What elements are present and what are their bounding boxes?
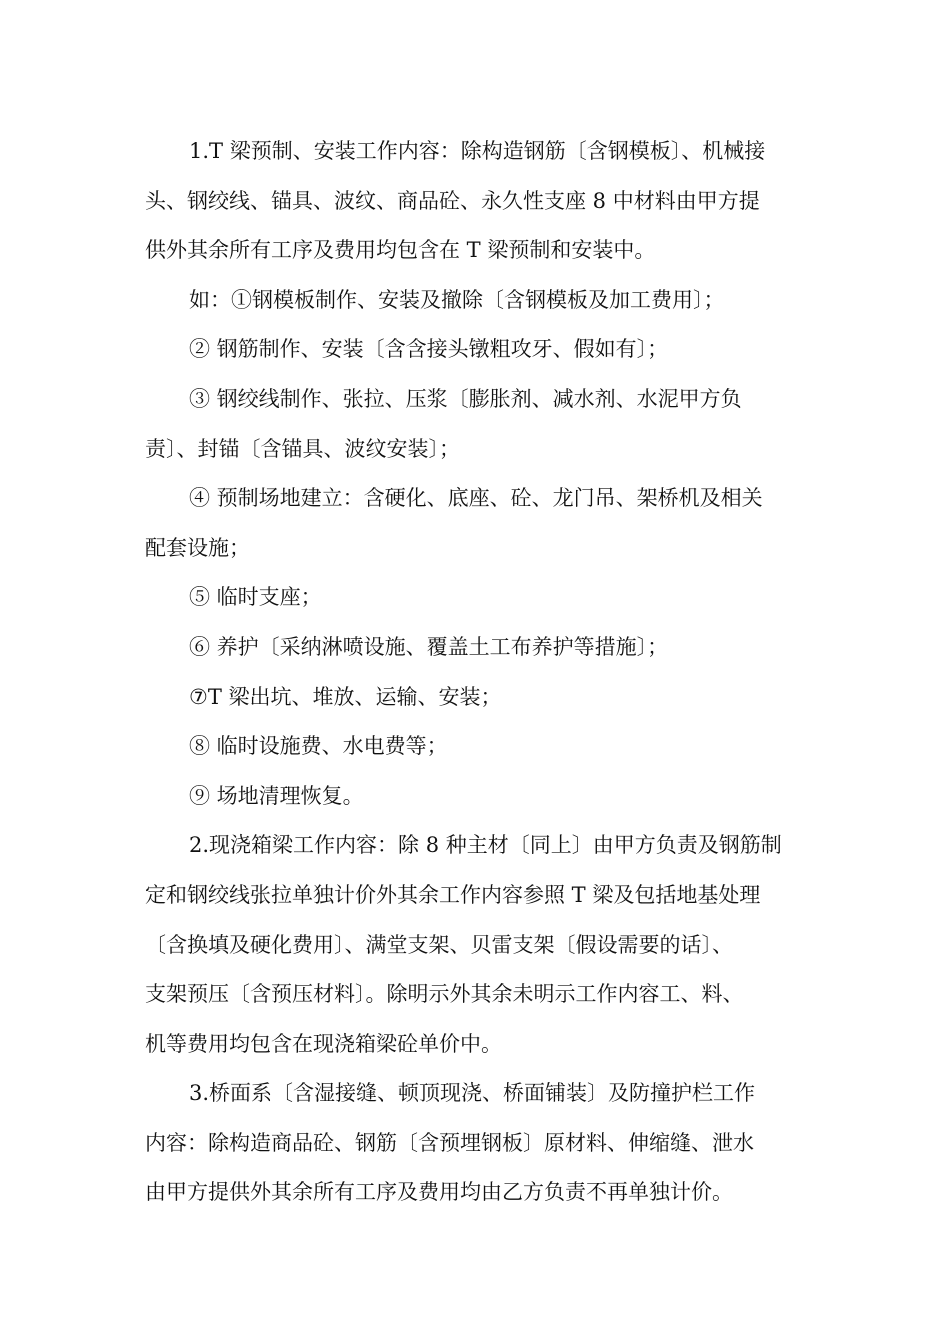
text-line: ⑧ 临时设施费、水电费等； [189, 734, 448, 759]
text-line: 2.现浇箱梁工作内容：除 8 种主材〔同上〕由甲方负责及钢筋制 [189, 833, 782, 858]
text-line: 供外其余所有工序及费用均包含在 T 梁预制和安装中。 [145, 238, 656, 263]
text-line: ⑨ 场地清理恢复。 [189, 783, 364, 808]
text-line: ⑦T 梁出坑、堆放、运输、安装； [189, 684, 502, 709]
document-body [145, 127, 815, 1218]
list-item-4 [145, 474, 815, 573]
text-line: ③ 钢绞线制作、张拉、压浆〔膨胀剂、减水剂、水泥甲方负 [189, 386, 742, 411]
text-line: 如：①钢模板制作、安装及撤除〔含钢模板及加工费用〕； [189, 287, 725, 312]
text-line: 由甲方提供外其余所有工序及费用均由乙方负责不再单独计价。 [145, 1180, 733, 1205]
text-line: 3.桥面系〔含湿接缝、顿顶现浇、桥面铺装〕及防撞护栏工作 [189, 1081, 756, 1106]
text-line: ④ 预制场地建立：含硬化、底座、砼、龙门吊、架桥机及相关 [189, 486, 763, 511]
list-item-2 [145, 325, 815, 375]
text-line: 头、钢绞线、锚具、波纹、商品砼、永久性支座 8 中材料由甲方提 [145, 188, 760, 213]
text-line: 定和钢绞线张拉单独计价外其余工作内容参照 T 梁及包括地基处理 [145, 882, 761, 907]
text-line: 机等费用均包含在现浇箱梁砼单价中。 [145, 1031, 502, 1056]
paragraph-t-beam-scope [145, 127, 815, 276]
list-item-5 [145, 573, 815, 623]
list-item-1 [145, 276, 815, 326]
list-item-6 [145, 623, 815, 673]
text-line: ⑥ 养护〔采纳淋喷设施、覆盖土工布养护等措施〕； [189, 634, 669, 659]
text-line: ⑤ 临时支座； [189, 585, 322, 610]
list-item-8 [145, 722, 815, 772]
list-item-7 [145, 673, 815, 723]
list-item-9 [145, 772, 815, 822]
paragraph-deck-system-scope [145, 1069, 815, 1218]
text-line: 1.T 梁预制、安装工作内容：除构造钢筋〔含钢模板〕、机械接 [189, 139, 766, 163]
list-item-3 [145, 375, 815, 474]
text-line: 配套设施； [145, 535, 250, 560]
text-line: 〔含换填及硬化费用〕、满堂支架、贝雷支架〔假设需要的话〕、 [145, 932, 733, 957]
text-line: 内容：除构造商品砼、钢筋〔含预埋钢板〕原材料、伸缩缝、泄水 [145, 1130, 754, 1155]
text-line: 支架预压〔含预压材料〕。除明示外其余未明示工作内容工、料、 [145, 982, 744, 1007]
text-line: ② 钢筋制作、安装〔含含接头镦粗攻牙、假如有〕； [189, 337, 669, 362]
paragraph-box-girder-scope [145, 821, 815, 1069]
text-line: 责〕、封锚〔含锚具、波纹安装〕； [145, 436, 460, 461]
